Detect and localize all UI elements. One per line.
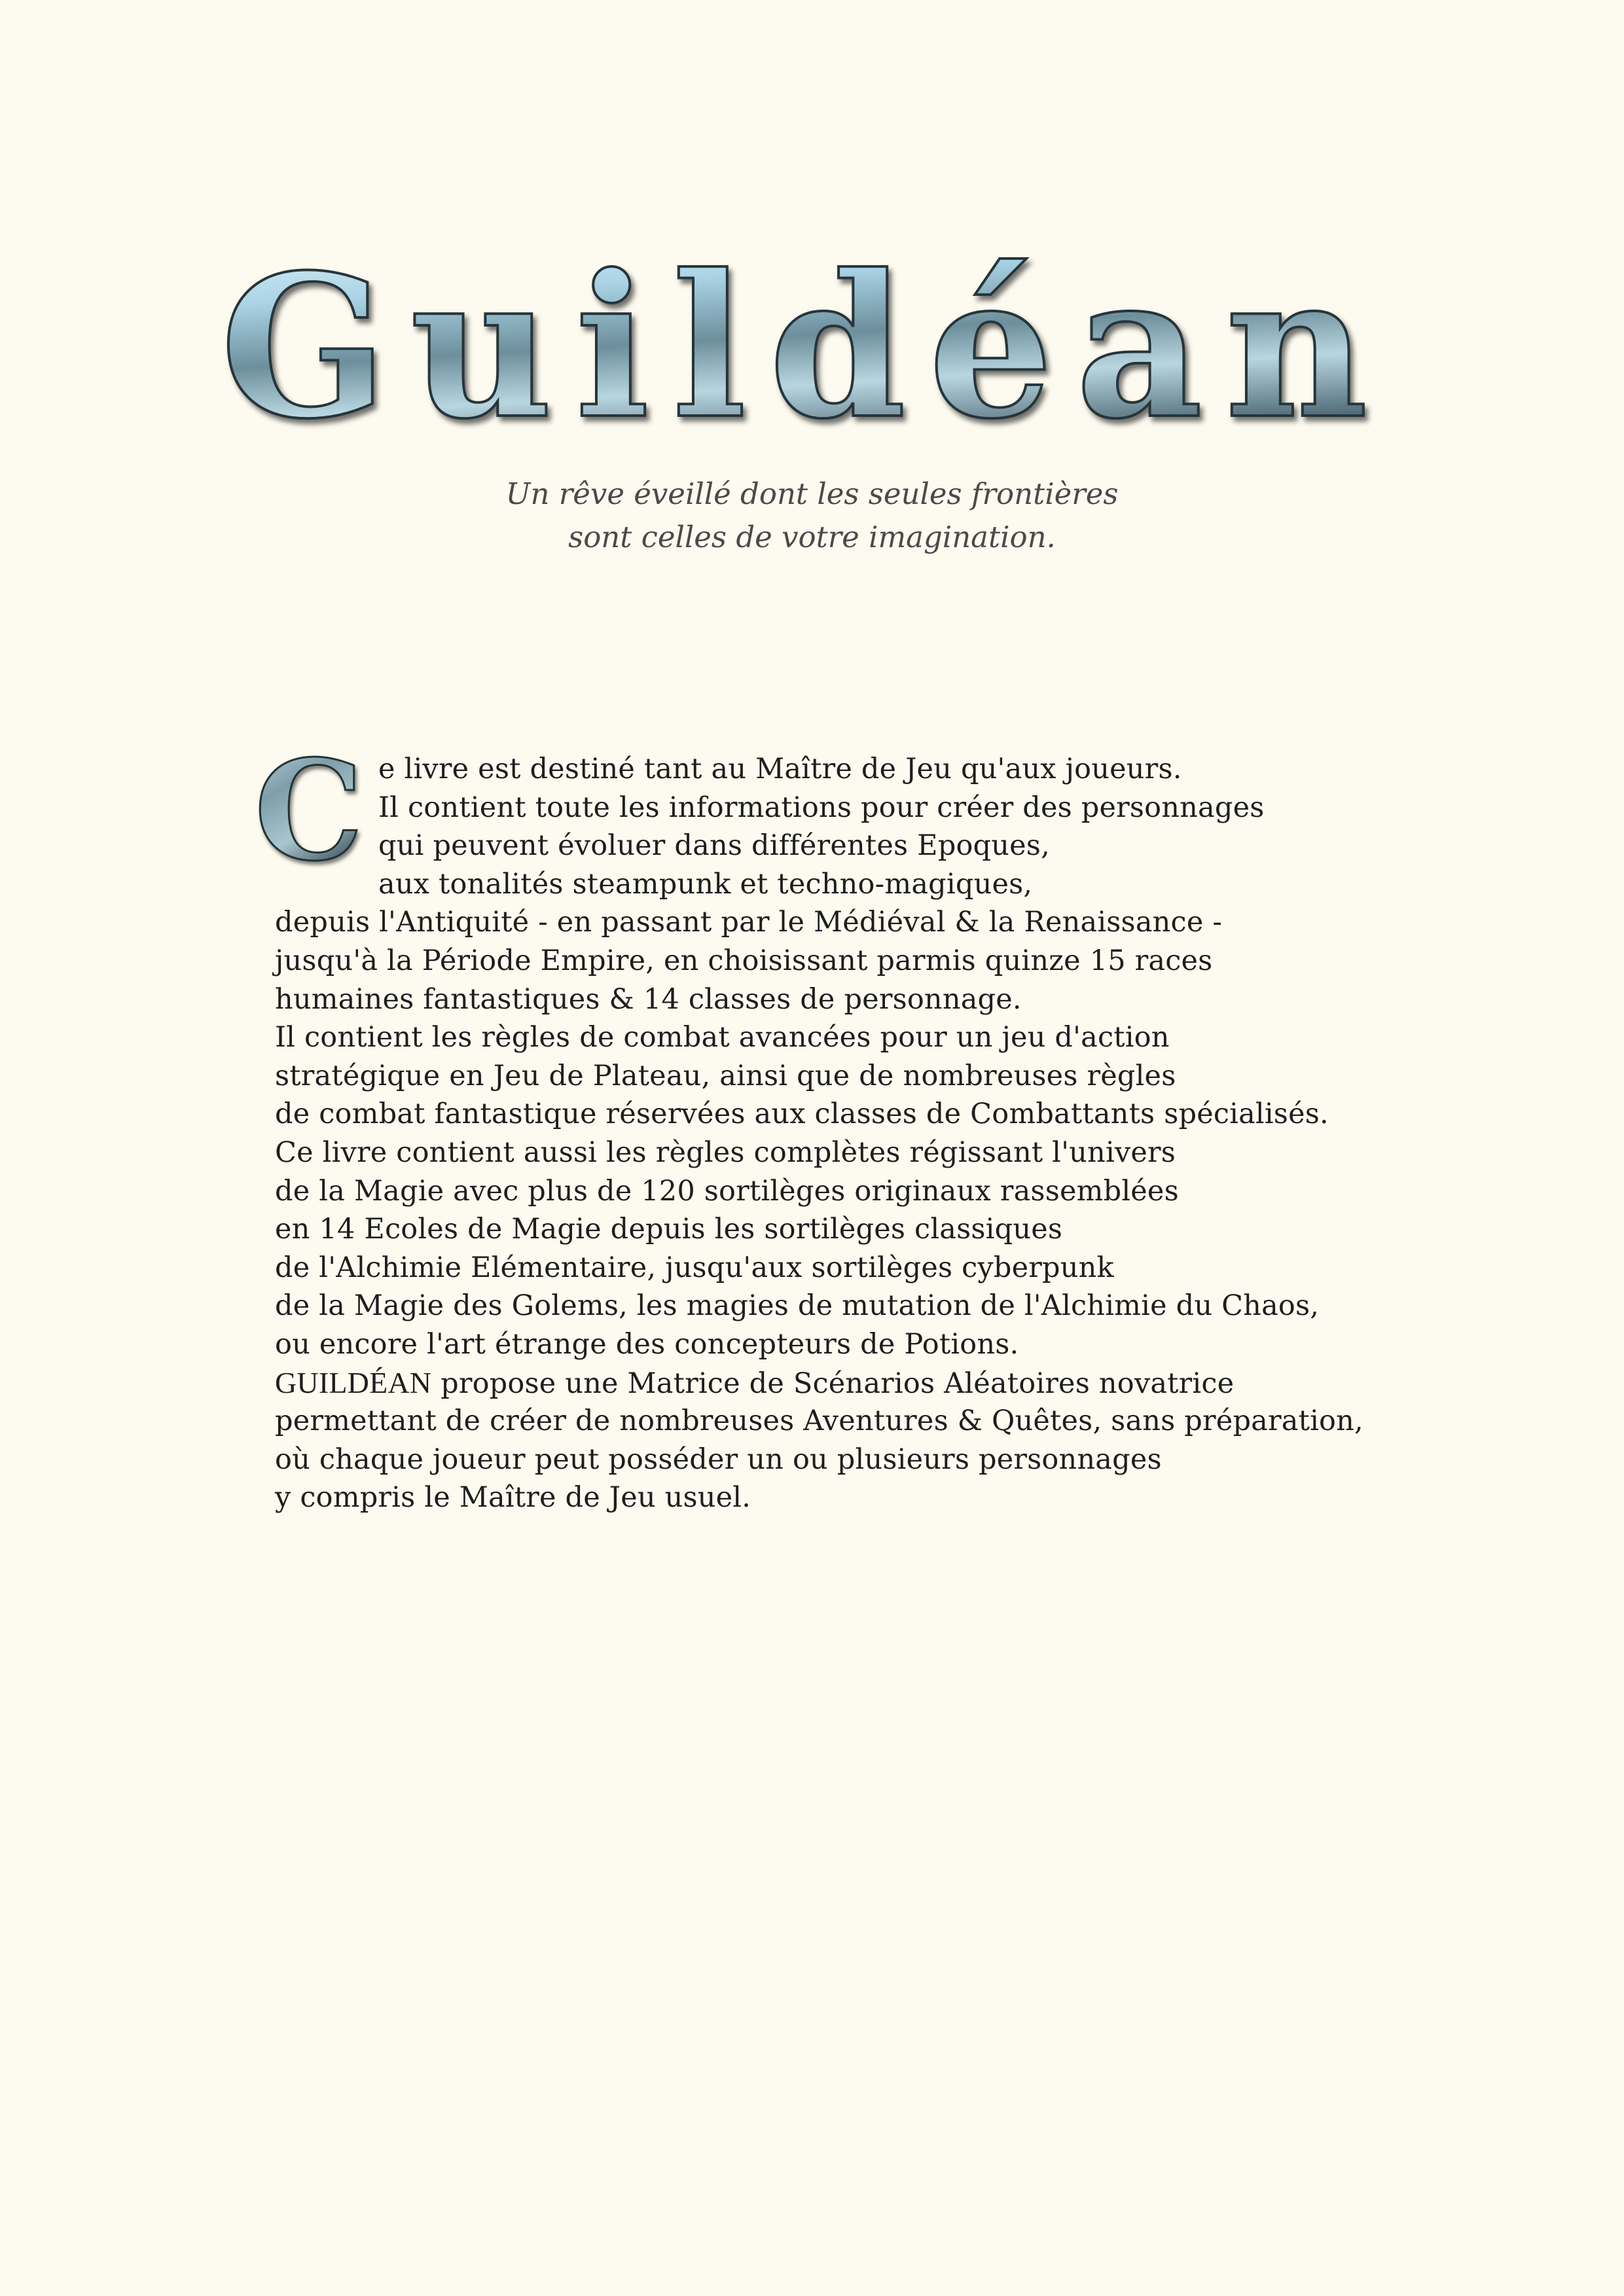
closing-line: permettant de créer de nombreuses Aventures & Quêtes, sans préparation,: [275, 1405, 1363, 1438]
tagline: [0, 473, 1624, 559]
intro-line: de l'Alchimie Elémentaire, jusqu'aux sortilèges cyberpunk: [275, 1251, 1114, 1284]
intro-line: Il contient les règles de combat avancées pour un jeu d'action: [275, 1021, 1170, 1054]
intro-line: Il contient toute les informations pour créer des personnages: [378, 791, 1265, 824]
intro-line: jusqu'à la Période Empire, en choisissant parmis quinze 15 races: [275, 944, 1213, 977]
intro-line: de la Magie avec plus de 120 sortilèges originaux rassemblées: [275, 1174, 1179, 1208]
intro-line: en 14 Ecoles de Magie depuis les sortilèges classiques: [275, 1213, 1063, 1246]
intro-line: de combat fantastique réservées aux classes de Combattants spécialisés.: [275, 1098, 1329, 1131]
logo-text: Guildéan: [220, 231, 1390, 462]
intro-line: de la Magie des Golems, les magies de mutation de l'Alchimie du Chaos,: [275, 1289, 1320, 1323]
brand-line: [275, 1364, 1363, 1403]
intro-line: depuis l'Antiquité - en passant par le Médiéval & la Renaissance -: [275, 906, 1223, 939]
intro-line: stratégique en Jeu de Plateau, ainsi que de nombreuses règles: [275, 1059, 1176, 1092]
tagline-line-1: Un rêve éveillé dont les seules frontières: [505, 476, 1119, 511]
guildean-logo: [220, 231, 1390, 462]
closing-line: y compris le Maître de Jeu usuel.: [275, 1481, 751, 1515]
intro-line: qui peuvent évoluer dans différentes Epoques,: [378, 829, 1050, 863]
intro-line: ou encore l'art étrange des concepteurs de Potions.: [275, 1327, 1019, 1361]
intro-line: e livre est destiné tant au Maître de Jeu qu'aux joueurs.: [378, 753, 1182, 785]
brand-line-rest: propose une Matrice de Scénarios Aléatoires novatrice: [431, 1367, 1235, 1400]
brand-word: GUILDÉAN: [275, 1365, 432, 1399]
intro-paragraph: [275, 750, 1363, 1517]
tagline-line-2: sont celles de votre imagination.: [568, 520, 1056, 554]
drop-cap-letter: C: [254, 730, 364, 891]
intro-line: aux tonalités steampunk et techno-magiques,: [378, 867, 1033, 901]
closing-line: où chaque joueur peut posséder un ou plusieurs personnages: [275, 1443, 1162, 1476]
intro-line: Ce livre contient aussi les règles complètes régissant l'univers: [275, 1136, 1176, 1169]
intro-line: humaines fantastiques & 14 classes de personnage.: [275, 982, 1022, 1016]
